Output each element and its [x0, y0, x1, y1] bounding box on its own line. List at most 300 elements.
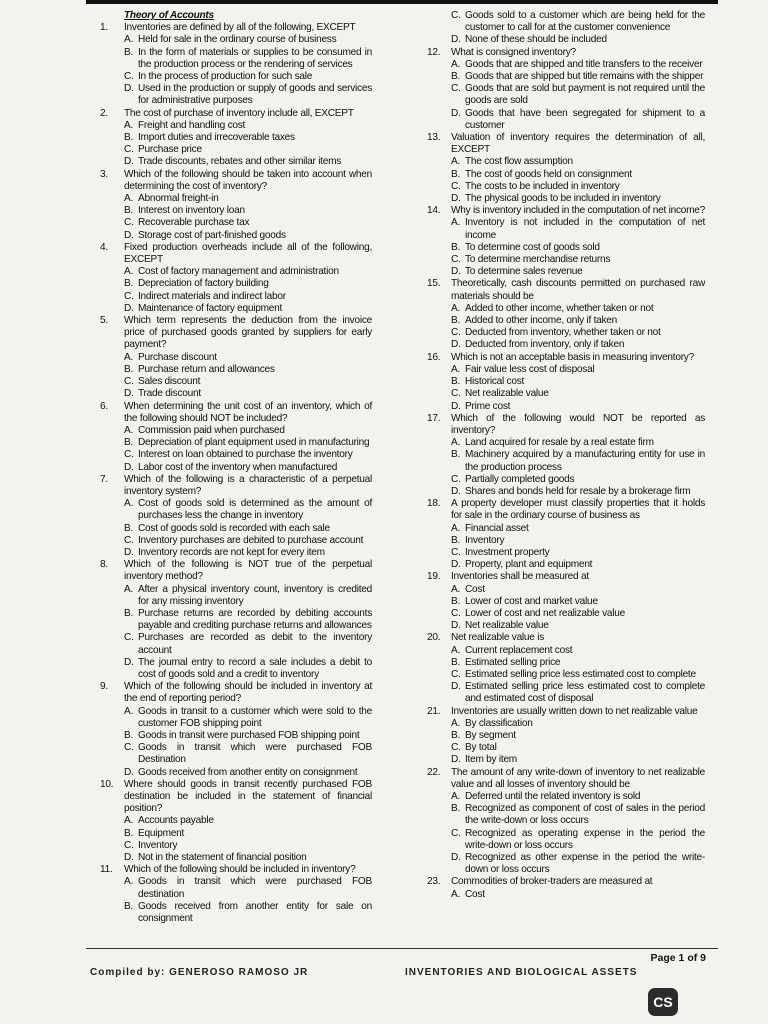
question-item — [100, 681, 372, 705]
answer-option — [100, 840, 372, 852]
option-letter: A. — [451, 437, 461, 449]
option-text: Goods received from another entity for sale on consignment — [138, 900, 372, 925]
option-text: Equipment — [138, 827, 185, 839]
answer-option — [427, 59, 705, 71]
question-text: Commodities of broker-traders are measured at — [451, 876, 653, 888]
question-text: Inventories are usually written down to net realizable value — [451, 705, 698, 717]
answer-option — [427, 388, 705, 400]
option-letter: C. — [451, 742, 461, 754]
question-item — [427, 632, 705, 644]
answer-option — [427, 828, 705, 852]
option-text: Inventory purchases are debited to purchase account — [138, 534, 364, 546]
option-letter: A. — [124, 583, 134, 595]
option-text: Trade discounts, rebates and other similar items — [138, 156, 342, 168]
answer-option — [427, 242, 705, 254]
option-text: Freight and handling cost — [138, 119, 246, 131]
option-text: Inventory — [138, 839, 178, 851]
option-letter: D. — [451, 400, 461, 412]
option-letter: D. — [451, 620, 461, 632]
option-letter: C. — [124, 839, 134, 851]
option-letter: A. — [451, 363, 461, 375]
option-text: Used in the production or supply of goods and services for administrative purposes — [138, 83, 372, 107]
option-text: To determine merchandise returns — [465, 254, 611, 266]
option-text: In the form of materials or supplies to be consumed in the production process or the rendering of services — [138, 46, 372, 70]
option-letter: C. — [451, 83, 461, 95]
question-number: 10. — [100, 778, 114, 790]
option-text: After a physical inventory count, inventory is credited for any missing inventory — [138, 583, 372, 607]
question-number: 8. — [100, 559, 108, 571]
question-item — [427, 413, 705, 437]
option-letter: B. — [124, 729, 134, 741]
option-text: None of these should be included — [465, 34, 607, 46]
answer-option — [100, 47, 372, 71]
answer-option — [100, 547, 372, 559]
question-number: 2. — [100, 107, 108, 119]
option-letter: B. — [124, 522, 134, 534]
option-text: Estimated selling price less estimated cost to complete and estimated cost of disposal — [465, 681, 705, 705]
answer-option — [100, 901, 372, 925]
option-text: Goods that are sold but payment is not required until the goods are sold — [465, 83, 705, 107]
option-letter: B. — [451, 534, 461, 546]
answer-option — [427, 10, 705, 34]
option-letter: D. — [124, 83, 134, 95]
option-letter: C. — [124, 71, 134, 83]
answer-option — [427, 156, 705, 168]
question-text: Inventories shall be measured at — [451, 571, 589, 583]
option-text: Goods sold to a customer which are being held for the customer to call for at the customer convenience — [465, 10, 705, 34]
answer-option — [100, 217, 372, 229]
question-text: Why is inventory included in the computation of net income? — [451, 205, 706, 217]
option-text: Added to other income, only if taken — [465, 315, 618, 327]
answer-option — [427, 169, 705, 181]
answer-option — [100, 425, 372, 437]
answer-option — [427, 584, 705, 596]
answer-option — [427, 401, 705, 413]
option-letter: D. — [124, 229, 134, 241]
option-letter: B. — [124, 900, 134, 912]
option-text: Cost of goods sold is determined as the amount of purchases less the change in inventory — [138, 498, 372, 522]
option-letter: B. — [124, 46, 134, 58]
option-text: Recognized as operating expense in the period the write-down or loss occurs — [465, 827, 705, 851]
question-item — [100, 242, 372, 266]
option-letter: B. — [124, 607, 134, 619]
option-letter: A. — [124, 498, 134, 510]
answer-option — [427, 315, 705, 327]
option-letter: B. — [124, 278, 134, 290]
answer-option — [100, 730, 372, 742]
option-text: Cost of goods sold is recorded with each sale — [138, 522, 330, 534]
option-text: To determine cost of goods sold — [465, 241, 600, 253]
option-letter: A. — [451, 583, 461, 595]
option-letter: C. — [451, 10, 461, 21]
answer-option — [427, 754, 705, 766]
option-text: Fair value less cost of disposal — [465, 363, 595, 375]
question-text: The amount of any write-down of inventory to net realizable value and all losses of inventory should be — [451, 766, 705, 790]
question-item — [427, 876, 705, 888]
answer-option — [100, 303, 372, 315]
question-item — [100, 22, 372, 34]
answer-option — [427, 742, 705, 754]
option-letter: B. — [124, 132, 134, 144]
option-letter: B. — [451, 449, 461, 461]
answer-option — [427, 718, 705, 730]
option-letter: D. — [124, 302, 134, 314]
answer-option — [427, 620, 705, 632]
option-text: Goods that are shipped but title remains with the shipper — [465, 71, 704, 83]
option-text: Trade discount — [138, 388, 201, 400]
answer-option — [427, 327, 705, 339]
question-item — [100, 559, 372, 583]
option-letter: C. — [124, 376, 134, 388]
option-letter: A. — [124, 119, 134, 131]
answer-option — [100, 437, 372, 449]
option-text: In the process of production for such sale — [138, 71, 313, 83]
option-text: Estimated selling price less estimated cost to complete — [465, 668, 696, 680]
option-text: Net realizable value — [465, 388, 549, 400]
question-number: 11. — [100, 864, 113, 876]
option-text: By segment — [465, 729, 516, 741]
option-text: Deducted from inventory, whether taken or not — [465, 327, 661, 339]
question-item — [427, 132, 705, 156]
top-border — [86, 0, 718, 4]
option-text: Goods in transit which were purchased FOB Destination — [138, 742, 372, 766]
option-text: The physical goods to be included in inventory — [465, 193, 661, 205]
answer-option — [100, 815, 372, 827]
question-number: 6. — [100, 400, 108, 412]
answer-option — [100, 742, 372, 766]
question-number: 4. — [100, 241, 108, 253]
answer-option — [100, 462, 372, 474]
answer-option — [100, 852, 372, 864]
question-text: When determining the unit cost of an inventory, which of the following should NOT be included? — [124, 400, 372, 424]
question-text: Which of the following should be included in inventory at the end of reporting period? — [124, 681, 372, 705]
option-letter: A. — [124, 351, 134, 363]
option-letter: B. — [451, 656, 461, 668]
question-text: Theoretically, cash discounts permitted on purchased raw materials should be — [451, 278, 705, 302]
answer-option — [427, 34, 705, 46]
option-text: Investment property — [465, 546, 550, 558]
answer-option — [427, 657, 705, 669]
option-letter: D. — [124, 852, 134, 864]
answer-option — [100, 230, 372, 242]
answer-option — [427, 303, 705, 315]
question-item — [427, 278, 705, 302]
answer-option — [100, 364, 372, 376]
answer-option — [100, 523, 372, 535]
option-text: Goods that have been segregated for shipment to a customer — [465, 107, 705, 131]
question-number: 9. — [100, 681, 108, 693]
answer-option — [427, 889, 705, 901]
option-letter: C. — [124, 449, 134, 461]
option-letter: D. — [451, 754, 461, 766]
answer-option — [100, 205, 372, 217]
option-text: Inventory — [465, 534, 505, 546]
question-number: 3. — [100, 168, 108, 180]
question-item — [100, 315, 372, 352]
question-number: 5. — [100, 315, 108, 327]
option-text: Inventory records are not kept for every item — [138, 546, 325, 558]
option-letter: C. — [124, 217, 134, 229]
option-letter: B. — [451, 595, 461, 607]
option-letter: A. — [451, 644, 461, 656]
question-text: Which of the following is a characteristic of a perpetual inventory system? — [124, 473, 372, 497]
option-text: Purchase return and allowances — [138, 363, 275, 375]
option-letter: D. — [124, 461, 134, 473]
option-letter: A. — [124, 705, 134, 717]
answer-option — [427, 547, 705, 559]
answer-option — [100, 376, 372, 388]
question-text: Which of the following is NOT true of the perpetual inventory method? — [124, 559, 372, 583]
option-text: Held for sale in the ordinary course of business — [138, 34, 337, 46]
option-text: Recognized as component of cost of sales in the period the write-down or loss occurs — [465, 803, 705, 827]
answer-option — [100, 706, 372, 730]
option-letter: C. — [451, 254, 461, 266]
question-text: Which is not an acceptable basis in measuring inventory? — [451, 351, 694, 363]
footer-divider — [86, 948, 718, 949]
option-letter: B. — [451, 241, 461, 253]
option-text: Recognized as other expense in the period the write-down or loss occurs — [465, 852, 705, 876]
question-item — [427, 767, 705, 791]
option-letter: B. — [124, 827, 134, 839]
answer-option — [427, 791, 705, 803]
question-number: 21. — [427, 705, 441, 717]
answer-option — [100, 388, 372, 400]
option-text: Machinery acquired by a manufacturing entity for use in the production process — [465, 449, 705, 473]
question-number: 19. — [427, 571, 441, 583]
answer-option — [427, 83, 705, 107]
question-text: Which of the following should be taken into account when determining the cost of inventory? — [124, 168, 372, 192]
answer-option — [427, 193, 705, 205]
option-text: Depreciation of factory building — [138, 278, 269, 290]
option-text: Purchase returns are recorded by debiting accounts payable and crediting purchase returns and allowances — [138, 607, 372, 632]
option-text: Depreciation of plant equipment used in manufacturing — [138, 437, 370, 449]
answer-option — [100, 535, 372, 547]
option-text: Labor cost of the inventory when manufactured — [138, 461, 338, 473]
answer-option — [427, 217, 705, 241]
option-letter: D. — [451, 339, 461, 351]
answer-option — [427, 852, 705, 876]
answer-option — [100, 83, 372, 107]
answer-option — [100, 120, 372, 132]
option-letter: D. — [124, 656, 134, 668]
option-letter: B. — [451, 71, 461, 83]
answer-option — [100, 584, 372, 608]
option-text: Indirect materials and indirect labor — [138, 290, 286, 302]
option-letter: C. — [124, 290, 134, 302]
question-text: Which of the following would NOT be reported as inventory? — [451, 412, 705, 436]
option-text: Cost — [465, 583, 485, 595]
option-letter: C. — [124, 144, 134, 156]
option-letter: B. — [124, 205, 134, 217]
option-text: Financial asset — [465, 522, 529, 534]
option-text: Lower of cost and market value — [465, 595, 598, 607]
question-number: 23. — [427, 876, 441, 888]
option-letter: D. — [451, 852, 461, 864]
answer-option — [100, 352, 372, 364]
option-letter: C. — [124, 534, 134, 546]
answer-option — [100, 144, 372, 156]
option-letter: A. — [451, 791, 461, 802]
answer-option — [427, 449, 705, 473]
option-letter: D. — [451, 681, 461, 693]
answer-option — [427, 669, 705, 681]
option-letter: D. — [451, 559, 461, 571]
option-letter: A. — [124, 815, 134, 827]
question-number: 16. — [427, 351, 441, 363]
answer-option — [100, 132, 372, 144]
answer-option — [100, 278, 372, 290]
question-text: Which of the following should be included in inventory? — [124, 864, 356, 876]
option-text: Current replacement cost — [465, 644, 573, 656]
option-letter: A. — [451, 522, 461, 534]
option-text: The costs to be included in inventory — [465, 180, 620, 192]
question-item — [100, 779, 372, 816]
question-text: What is consigned inventory? — [451, 46, 576, 58]
answer-option — [427, 645, 705, 657]
answer-option — [100, 291, 372, 303]
answer-option — [427, 608, 705, 620]
option-letter: C. — [451, 388, 461, 400]
question-item — [100, 401, 372, 425]
option-text: Lower of cost and net realizable value — [465, 607, 625, 619]
answer-option — [100, 498, 372, 522]
option-letter: C. — [451, 473, 461, 485]
option-text: Added to other income, whether taken or not — [465, 302, 654, 314]
option-text: Land acquired for resale by a real estate firm — [465, 437, 654, 449]
option-letter: C. — [451, 668, 461, 680]
question-item — [427, 706, 705, 718]
answer-option — [427, 474, 705, 486]
question-number: 13. — [427, 132, 441, 144]
option-text: Interest on loan obtained to purchase the inventory — [138, 449, 353, 461]
answer-option — [100, 156, 372, 168]
option-text: By total — [465, 742, 497, 754]
option-letter: B. — [451, 168, 461, 180]
answer-option — [427, 181, 705, 193]
question-number: 15. — [427, 278, 441, 290]
option-letter: D. — [124, 156, 134, 168]
option-text: By classification — [465, 717, 533, 729]
question-item — [100, 169, 372, 193]
option-text: Item by item — [465, 754, 517, 766]
answer-option — [427, 364, 705, 376]
option-text: Goods that are shipped and title transfers to the receiver — [465, 58, 703, 70]
option-text: The cost flow assumption — [465, 156, 573, 168]
option-letter: A. — [124, 193, 134, 205]
footer-compiler: Compiled by: GENEROSO RAMOSO JR — [90, 967, 309, 978]
answer-option — [427, 266, 705, 278]
option-text: Cost — [465, 888, 485, 900]
answer-option — [427, 108, 705, 132]
question-item — [427, 498, 705, 522]
answer-option — [100, 34, 372, 46]
option-letter: D. — [451, 107, 461, 119]
answer-option — [427, 681, 705, 705]
option-text: Deducted from inventory, only if taken — [465, 339, 625, 351]
answer-option — [100, 449, 372, 461]
question-text: Where should goods in transit recently purchased FOB destination be included in the statement of financial position? — [124, 778, 372, 815]
option-letter: C. — [451, 607, 461, 619]
camscanner-logo-icon: CS — [648, 988, 678, 1016]
option-letter: B. — [124, 437, 134, 449]
option-letter: A. — [451, 888, 461, 900]
question-item — [100, 864, 372, 876]
option-letter: C. — [451, 180, 461, 192]
option-text: Interest on inventory loan — [138, 205, 245, 217]
option-letter: B. — [451, 376, 461, 388]
option-text: The journal entry to record a sale includes a debit to cost of goods sold and a credit to inventory — [138, 656, 372, 680]
answer-option — [100, 767, 372, 779]
answer-option — [427, 559, 705, 571]
answer-option — [427, 486, 705, 498]
answer-option — [427, 803, 705, 827]
question-item — [100, 474, 372, 498]
option-letter: A. — [451, 717, 461, 729]
question-item — [427, 47, 705, 59]
option-letter: A. — [124, 876, 134, 888]
option-letter: A. — [124, 424, 134, 436]
footer-topic: INVENTORIES AND BIOLOGICAL ASSETS — [405, 967, 638, 978]
answer-option — [427, 730, 705, 742]
option-letter: B. — [451, 803, 461, 815]
option-text: Accounts payable — [138, 815, 214, 827]
answer-option — [100, 632, 372, 656]
option-text: Goods in transit to a customer which were sold to the customer FOB shipping point — [138, 705, 372, 729]
option-letter: C. — [124, 632, 134, 644]
option-text: Prime cost — [465, 400, 511, 412]
option-letter: A. — [124, 266, 134, 278]
answer-option — [427, 339, 705, 351]
answer-option — [427, 71, 705, 83]
question-text: Inventories are defined by all of the following, EXCEPT — [124, 22, 356, 34]
option-text: Recoverable purchase tax — [138, 217, 250, 229]
answer-option — [427, 376, 705, 388]
option-text: Purchase discount — [138, 351, 217, 363]
question-number: 18. — [427, 498, 441, 510]
question-text: Net realizable value is — [451, 632, 544, 644]
option-text: Estimated selling price — [465, 656, 561, 668]
question-text: Fixed production overheads include all of the following, EXCEPT — [124, 241, 372, 266]
option-text: Not in the statement of financial position — [138, 852, 307, 864]
option-text: Sales discount — [138, 376, 201, 388]
answer-option — [427, 523, 705, 535]
answer-option — [100, 71, 372, 83]
option-text: Commission paid when purchased — [138, 424, 285, 436]
question-item — [427, 571, 705, 583]
option-letter: B. — [124, 363, 134, 375]
section-heading: Theory of Accounts — [124, 10, 214, 21]
question-number: 20. — [427, 632, 441, 644]
option-letter: A. — [451, 217, 461, 229]
option-letter: D. — [451, 266, 461, 278]
option-letter: B. — [451, 729, 461, 741]
option-text: Abnormal freight-in — [138, 193, 219, 205]
answer-option — [427, 535, 705, 547]
option-text: The cost of goods held on consignment — [465, 168, 632, 180]
option-text: Net realizable value — [465, 620, 549, 632]
question-text: A property developer must classify properties that it holds for sale in the ordinary course of business as — [451, 498, 705, 522]
question-number: 14. — [427, 205, 441, 217]
answer-option — [427, 596, 705, 608]
answer-option — [100, 657, 372, 681]
option-text: Property, plant and equipment — [465, 559, 593, 571]
answer-option — [427, 254, 705, 266]
option-letter: C. — [451, 827, 461, 839]
option-text: Inventory is not included in the computation of net income — [465, 217, 705, 241]
answer-option — [427, 437, 705, 449]
option-letter: A. — [451, 302, 461, 314]
option-text: Cost of factory management and administration — [138, 266, 339, 278]
